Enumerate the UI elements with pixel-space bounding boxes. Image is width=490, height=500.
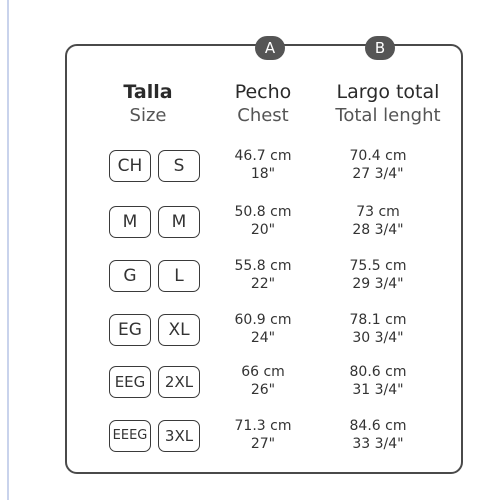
length-in: 28 3/4" (352, 222, 404, 238)
length-cm: 75.5 cm (349, 258, 407, 274)
length-cm: 70.4 cm (349, 148, 407, 164)
length-cm: 73 cm (356, 204, 400, 220)
size-us-box: 3XL (158, 420, 200, 452)
chest-value (218, 311, 308, 347)
chest-value (218, 203, 308, 239)
chest-in: 26" (250, 382, 276, 398)
size-row (0, 206, 490, 256)
size-mx-box: EG (109, 314, 151, 346)
size-row (0, 150, 490, 200)
length-value (333, 417, 423, 453)
size-mx-box: G (109, 260, 151, 292)
chest-in: 27" (250, 436, 276, 452)
size-header-es: Talla (123, 81, 173, 103)
chest-value (218, 147, 308, 183)
size-header (88, 80, 208, 128)
size-mx-box: M (109, 206, 151, 238)
size-row (0, 420, 490, 470)
size-us-box: 2XL (158, 366, 200, 398)
length-header-en: Total lenght (335, 105, 441, 126)
length-value (333, 203, 423, 239)
size-row (0, 314, 490, 364)
length-value (333, 363, 423, 399)
chest-header-en: Chest (237, 105, 289, 126)
size-us-box: S (158, 150, 200, 182)
chest-cm: 66 cm (241, 364, 285, 380)
size-row (0, 366, 490, 416)
chest-header-es: Pecho (234, 81, 292, 103)
size-mx-box: CH (109, 150, 151, 182)
size-us-box: L (158, 260, 200, 292)
chest-value (218, 257, 308, 293)
badge-b: B (365, 36, 395, 60)
length-in: 27 3/4" (352, 166, 404, 182)
length-in: 33 3/4" (352, 436, 404, 452)
chest-header (203, 80, 323, 128)
length-cm: 78.1 cm (349, 312, 407, 328)
badge-a: A (255, 36, 285, 60)
chest-in: 18" (250, 166, 276, 182)
length-value (333, 311, 423, 347)
length-in: 31 3/4" (352, 382, 404, 398)
length-in: 29 3/4" (352, 276, 404, 292)
length-in: 30 3/4" (352, 330, 404, 346)
chest-in: 22" (250, 276, 276, 292)
chest-in: 20" (250, 222, 276, 238)
chest-in: 24" (250, 330, 276, 346)
chest-cm: 60.9 cm (234, 312, 292, 328)
length-cm: 84.6 cm (349, 418, 407, 434)
length-header (318, 80, 458, 128)
chest-value (218, 417, 308, 453)
length-header-es: Largo total (336, 81, 440, 103)
size-mx-box: EEEG (109, 420, 151, 452)
size-header-en: Size (129, 105, 167, 126)
chest-cm: 46.7 cm (234, 148, 292, 164)
length-cm: 80.6 cm (349, 364, 407, 380)
chest-value (218, 363, 308, 399)
size-us-box: M (158, 206, 200, 238)
chest-cm: 55.8 cm (234, 258, 292, 274)
chest-cm: 50.8 cm (234, 204, 292, 220)
length-value (333, 147, 423, 183)
chest-cm: 71.3 cm (234, 418, 292, 434)
length-value (333, 257, 423, 293)
size-row (0, 260, 490, 310)
size-mx-box: EEG (109, 366, 151, 398)
size-us-box: XL (158, 314, 200, 346)
